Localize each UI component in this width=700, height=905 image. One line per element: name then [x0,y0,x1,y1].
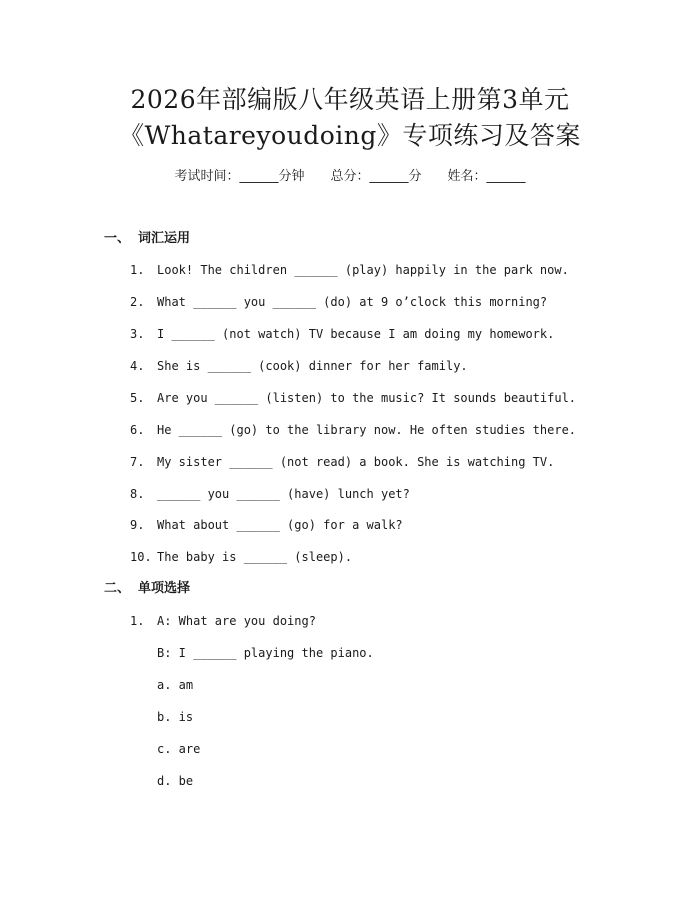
question-text: I ______ (not watch) TV because I am doing my homework. [157,327,555,341]
question-item [130,389,576,407]
question-item [130,325,554,343]
question-line-a: A: What are you doing? [157,614,316,628]
section-2-title: 单项选择 [138,581,191,596]
question-number: 10. [130,550,152,564]
option-b: b. is [157,710,194,724]
exam-name: 姓名：______ [447,169,526,184]
question-item [130,548,352,566]
section-1-heading [104,230,190,248]
option-a: a. am [157,678,194,692]
section-2-number: 二、 [104,581,131,596]
section-1-number: 一、 [104,231,131,246]
question-text: My sister ______ (not read) a book. She is watching TV. [157,455,555,469]
question-text: She is ______ (cook) dinner for her family. [157,359,468,373]
question-text: ______ you ______ (have) lunch yet? [157,487,410,501]
question-text: Are you ______ (listen) to the music? It sounds beautiful. [157,391,577,405]
question-number: 2. [130,295,145,309]
question-text: What ______ you ______ (do) at 9 o’clock this morning? [157,295,548,309]
question-item [130,261,569,279]
exam-meta [0,168,700,186]
question-number: 6. [130,423,145,437]
question-item [130,485,410,503]
question-number: 9. [130,518,145,532]
question-number: 1. [130,614,145,628]
question-text: He ______ (go) to the library now. He often studies there. [157,423,577,437]
question-text: Look! The children ______ (play) happily in the park now. [157,263,569,277]
question-item [130,357,468,375]
question-line-b: B: I ______ playing the piano. [157,646,374,660]
section-1-title: 词汇运用 [138,231,191,246]
question-number: 5. [130,391,145,405]
question-number: 8. [130,487,145,501]
question-text: The baby is ______ (sleep). [157,550,353,564]
option-d: d. be [157,774,194,788]
question-number: 1. [130,263,145,277]
question-text: What about ______ (go) for a walk? [157,518,403,532]
question-item [130,516,403,534]
section-2-heading [104,580,190,598]
document-title-line2: 《Whatareyoudoing》专项练习及答案 [119,121,581,150]
question-item [130,293,547,311]
exam-total-score: 总分：______分 [330,169,422,184]
choice-question [130,612,316,630]
question-number: 4. [130,359,145,373]
exam-time: 考试时间：______分钟 [174,169,305,184]
question-number: 3. [130,327,145,341]
question-number: 7. [130,455,145,469]
question-item [130,453,554,471]
question-item [130,421,576,439]
option-c: c. are [157,742,201,756]
document-title-line1: 2026年部编版八年级英语上册第3单元 [130,85,570,114]
